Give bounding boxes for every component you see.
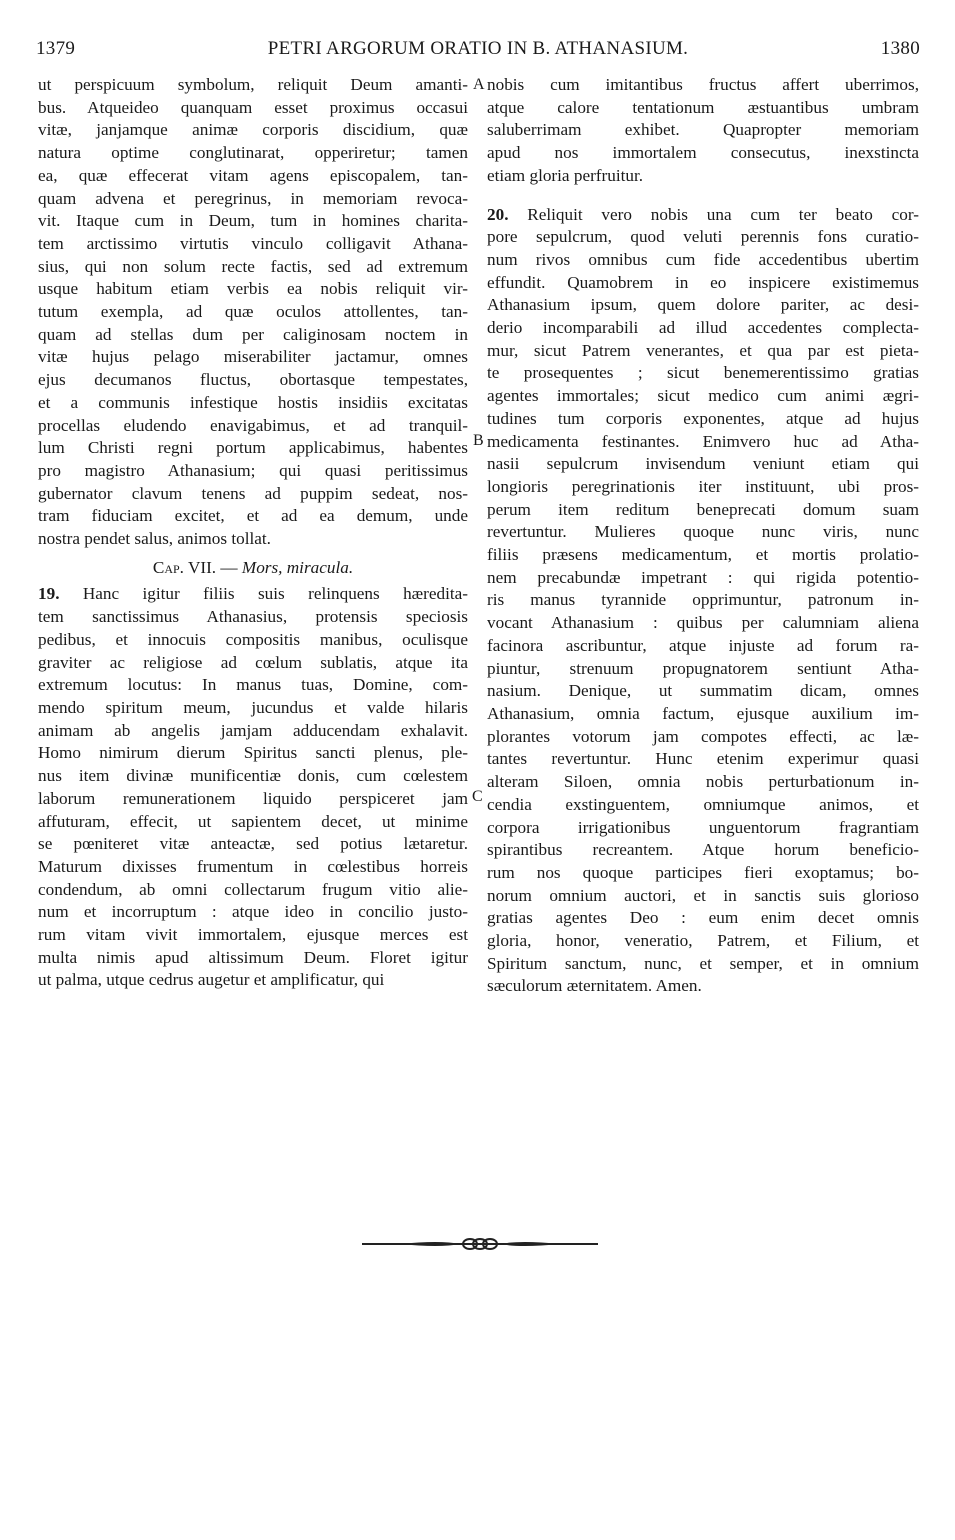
text-line: piuntur, strenuum propugnatorem sentiunt Atha- [487, 658, 919, 678]
text-line: Spiritum sanctum, nunc, et semper, et in omnium [487, 953, 919, 973]
text-line: gubernator clavum tenens ad puppim sedeat, nos- [38, 483, 468, 503]
text-line: mur, sicut Patrem venerantes, et qua par est pieta- [487, 340, 919, 360]
chapter-dash: — [220, 557, 238, 577]
text-line: etiam gloria perfruitur. [487, 165, 644, 185]
text-line: longioris peregrinationis iter instituunt, ubi pros- [487, 476, 919, 496]
text-line: pore sepulcrum, quod veluti perennis fons curatio- [487, 227, 919, 247]
text-line: gloria, honor, veneratio, Patrem, et Filium, et [487, 931, 919, 951]
text-line: vitæ, janjamque animæ corporis discidium, quæ [38, 120, 468, 140]
text-line: norum omnium auctori, et in sanctis suis glorioso [487, 885, 919, 905]
text-line: condendum, ab omni collectarum frugum vitio alie- [38, 879, 468, 899]
text-line: vocant Athanasium : quibus per calumniam aliena [487, 613, 919, 633]
text-line: apud nos immortalem consecutus, inexstincta [487, 143, 919, 163]
text-line: ut perspicuum symbolum, reliquit Deum amanti- [38, 75, 468, 94]
margin-letter-b: B [473, 432, 484, 449]
paragraph-number: 20. [487, 204, 509, 224]
text-line: tem arctissimo virtutis vinculo colligavit Athana- [38, 233, 468, 253]
text-line: quam advena et peregrinus, in memoriam revoca- [38, 188, 468, 208]
text-line: tantes revertuntur. Hunc etenim experimur quasi [487, 749, 919, 769]
text-line: nus item divinæ munificentiæ donis, cum cœlestem [38, 766, 468, 786]
text-line: atque calore tentationum æstuantibus umbram [487, 97, 919, 117]
text-line: nostra pendet salus, animos tollat. [38, 529, 271, 549]
text-line: rum nos quoque participes fieri exoptamus; bo- [487, 862, 919, 882]
text-line: sius, qui non solum recte factis, sed ad extremum [38, 256, 468, 276]
text-line: alteram Siloen, omnia nobis perturbationum in- [487, 772, 919, 792]
margin-letter-c: C [472, 788, 483, 805]
left-page-number: 1379 [36, 38, 76, 59]
running-header [36, 38, 920, 66]
text-line: affuturam, effecit, ut sapientem decet, ut minime [38, 811, 468, 831]
text-line: mendo spiritum meum, jucundus et valde hilaris [38, 697, 468, 717]
text-line: num rivos omnibus cum fide accedentibus ubertim [487, 249, 919, 269]
text-line: medicamenta festinantes. Enimvero huc ad Atha- [487, 431, 919, 451]
text-line: agentes immortales; sicut medico cum animi ægri- [487, 386, 919, 406]
chapter-label: Cap. VII. [152, 557, 217, 577]
paragraph-number: 19. [38, 584, 60, 604]
right-column [487, 74, 919, 998]
text-line: plorantes votorum jam compotes effecti, ac læ- [487, 726, 919, 746]
text-line: nem precabundæ impetrant : qui rigida potentio- [487, 567, 919, 587]
text-line: corpora irrigationibus unguentorum fragrantiam [487, 817, 919, 837]
text-line: ut palma, utque cedrus augetur et amplificatur, qui [38, 970, 385, 990]
text-line: vitæ hujus pelago miserabiliter jactamur, omnes [38, 347, 468, 367]
text-line: derio incomparabili ad illud accedentes complecta- [487, 318, 919, 338]
text-line: Athanasium, omnia factum, ejusque auxilium im- [487, 703, 919, 723]
chapter-title: Mors, miracula. [241, 557, 354, 577]
text-line: cendia exstinguentem, omniumque animos, et [487, 794, 919, 814]
paragraph-gap [487, 188, 919, 204]
end-ornament [360, 1234, 600, 1254]
chapter-heading [38, 557, 468, 580]
running-title: PETRI ARGORUM ORATIO IN B. ATHANASIUM. [267, 38, 689, 59]
text-line: natura optime conglutinarat, opperiretur; tamen [38, 143, 468, 163]
text-line: et a communis infestique hostis insidiis excitatas [38, 392, 468, 412]
text-line: revertuntur. Mulieres quoque nunc viris, nunc [487, 522, 919, 542]
text-line: tutum exempla, ad quæ oculos attollentes, tan- [38, 302, 468, 322]
text-line: tem sanctissimus Athanasius, protensis speciosis [38, 607, 468, 627]
text-line: gratias agentes Deo : eum enim decet omnis [487, 908, 919, 928]
line-text: Reliquit vero nobis una cum ter beato cor- [508, 204, 919, 224]
text-line: ris manus tyrannide opprimuntur, patronum in- [487, 590, 919, 610]
text-line: saluberrimam exhibet. Quapropter memoriam [487, 120, 919, 140]
text-line: perum item reditum beneprecati domum suam [487, 499, 919, 519]
left-paragraph-1 [38, 74, 468, 551]
text-line [487, 204, 919, 227]
right-paragraph-2 [487, 204, 919, 999]
text-line: facinora ascribuntur, atque injuste ad forum ra- [487, 635, 919, 655]
text-line: se pœniteret vitæ anteactæ, sed potius lætaretur. [38, 834, 468, 854]
text-line: nasii sepulcrum invisendum veniunt etiam qui [487, 454, 919, 474]
text-line: pro magistro Athanasium; qui quasi peritissimus [38, 460, 468, 480]
text-line: extremum locutus: In manus tuas, Domine, com- [38, 675, 468, 695]
right-page-number: 1380 [880, 38, 920, 59]
text-line [38, 583, 468, 606]
text-line: sæculorum æternitatem. Amen. [487, 976, 702, 996]
text-line: nobis cum imitantibus fructus affert uberrimos, [487, 75, 919, 94]
text-line: nasium. Denique, ut summatim dicam, omnes [487, 681, 919, 701]
line-text: Hanc igitur filiis suis relinquens hæredita- [59, 584, 468, 604]
text-line: ea, quæ effecerat vitam agens episcopalem, tan- [38, 165, 468, 185]
left-column [38, 74, 468, 992]
text-line: filiis præsens medicamentum, et mortis prolatio- [487, 545, 919, 565]
text-line: num et incorruptum : atque ideo in concilio justo- [38, 902, 468, 922]
text-line: procellas eludendo enavigabimus, et ad tranquil- [38, 415, 468, 435]
margin-letter-a: A [473, 76, 485, 93]
right-paragraph-1 [487, 74, 919, 188]
text-line: lum Christi regni portum applicabimus, habentes [38, 438, 468, 458]
text-line: usque habitum etiam verbis ea nobis reliquit vir- [38, 279, 468, 299]
text-line: Maturum dixisses frumentum in cœlestibus horreis [38, 856, 468, 876]
text-line: spirantibus recreantem. Atque horum beneficio- [487, 840, 919, 860]
text-line: vit. Itaque cum in Deum, tum in homines charita- [38, 211, 468, 231]
text-line: ejus decumanos fluctus, obortasque tempestates, [38, 370, 468, 390]
text-line: quam ad stellas dum per caliginosam noctem in [38, 324, 468, 344]
text-line: pedibus, et innocuis compositis manibus, oculisque [38, 629, 468, 649]
text-line: effundit. Quamobrem in eo inspicere existimemus [487, 272, 919, 292]
text-line: rum vitam vivit immortalem, ejusque merces est [38, 925, 468, 945]
text-line: graviter ac religiose ad cœlum sublatis, atque ita [38, 652, 468, 672]
text-line: multa nimis apud altissimum Deum. Floret igitur [38, 947, 468, 967]
text-line: tudines tum corporis exponentes, atque ad hujus [487, 408, 919, 428]
text-line: bus. Atqueideo quanquam esset proximus occasui [38, 97, 468, 117]
left-paragraph-2 [38, 583, 468, 992]
text-line: Athanasium ipsum, quem dolore pariter, ac desi- [487, 295, 919, 315]
text-line: Homo nimirum dierum Spiritus sancti plenus, ple- [38, 743, 468, 763]
text-line: te prosequentes ; sicut benemerentissimo gratias [487, 363, 919, 383]
text-line: tram fiduciam excitet, et ad ea demum, unde [38, 506, 468, 526]
text-line: laborum remunerationem liquido perspiceret jam [38, 788, 468, 808]
text-line: animam ab angelis jamjam adducendam exhalavit. [38, 720, 468, 740]
